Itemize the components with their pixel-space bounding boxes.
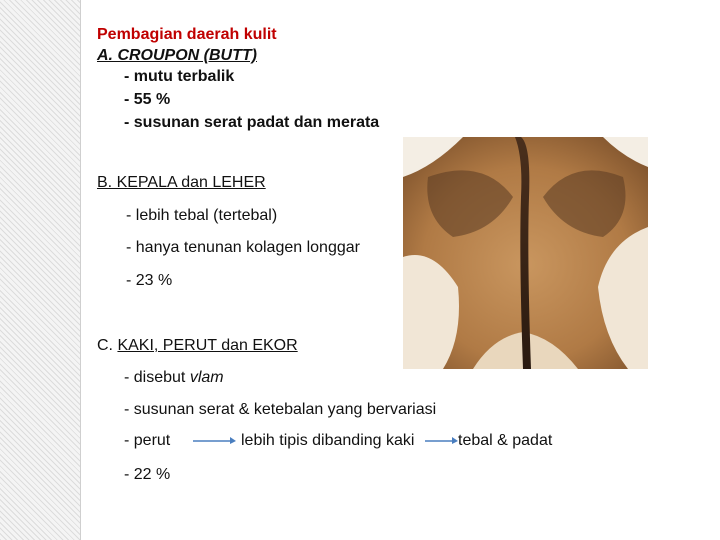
section-b-item-1: - lebih tebal (tertebal)	[126, 207, 278, 224]
section-c-item-4: - 22 %	[124, 466, 171, 483]
section-c-item-1-text: - disebut	[124, 369, 190, 386]
section-b-heading: B. KEPALA dan LEHER	[97, 174, 266, 191]
slide-title: Pembagian daerah kulit	[97, 26, 277, 43]
section-a-item-3: - susunan serat padat dan merata	[124, 114, 380, 131]
hide-photo	[403, 137, 648, 369]
arrow-right-icon	[192, 433, 236, 445]
cow-hide-image	[403, 137, 648, 369]
section-c-item-1	[124, 368, 224, 387]
section-b-item-3: - 23 %	[126, 272, 173, 289]
section-c-heading: KAKI, PERUT dan EKOR	[117, 337, 298, 354]
section-c-item-3-start: - perut	[124, 432, 171, 449]
section-a-heading: A. CROUPON (BUTT)	[97, 47, 257, 64]
section-c-letter: C.	[97, 337, 118, 354]
section-c-heading-line	[97, 336, 298, 355]
section-a-item-1: - mutu terbalik	[124, 68, 235, 85]
arrow-right-icon-2	[424, 433, 458, 445]
section-a-item-2: - 55 %	[124, 91, 171, 108]
section-c-item-1-term: vlam	[189, 369, 224, 386]
section-c-item-2: - susunan serat & ketebalan yang bervariasi	[124, 401, 437, 418]
section-c-item-3-middle: lebih tipis dibanding kaki	[241, 432, 415, 449]
section-c-item-3-end: tebal & padat	[458, 432, 553, 449]
section-b-item-2: - hanya tenunan kolagen longgar	[126, 239, 360, 256]
